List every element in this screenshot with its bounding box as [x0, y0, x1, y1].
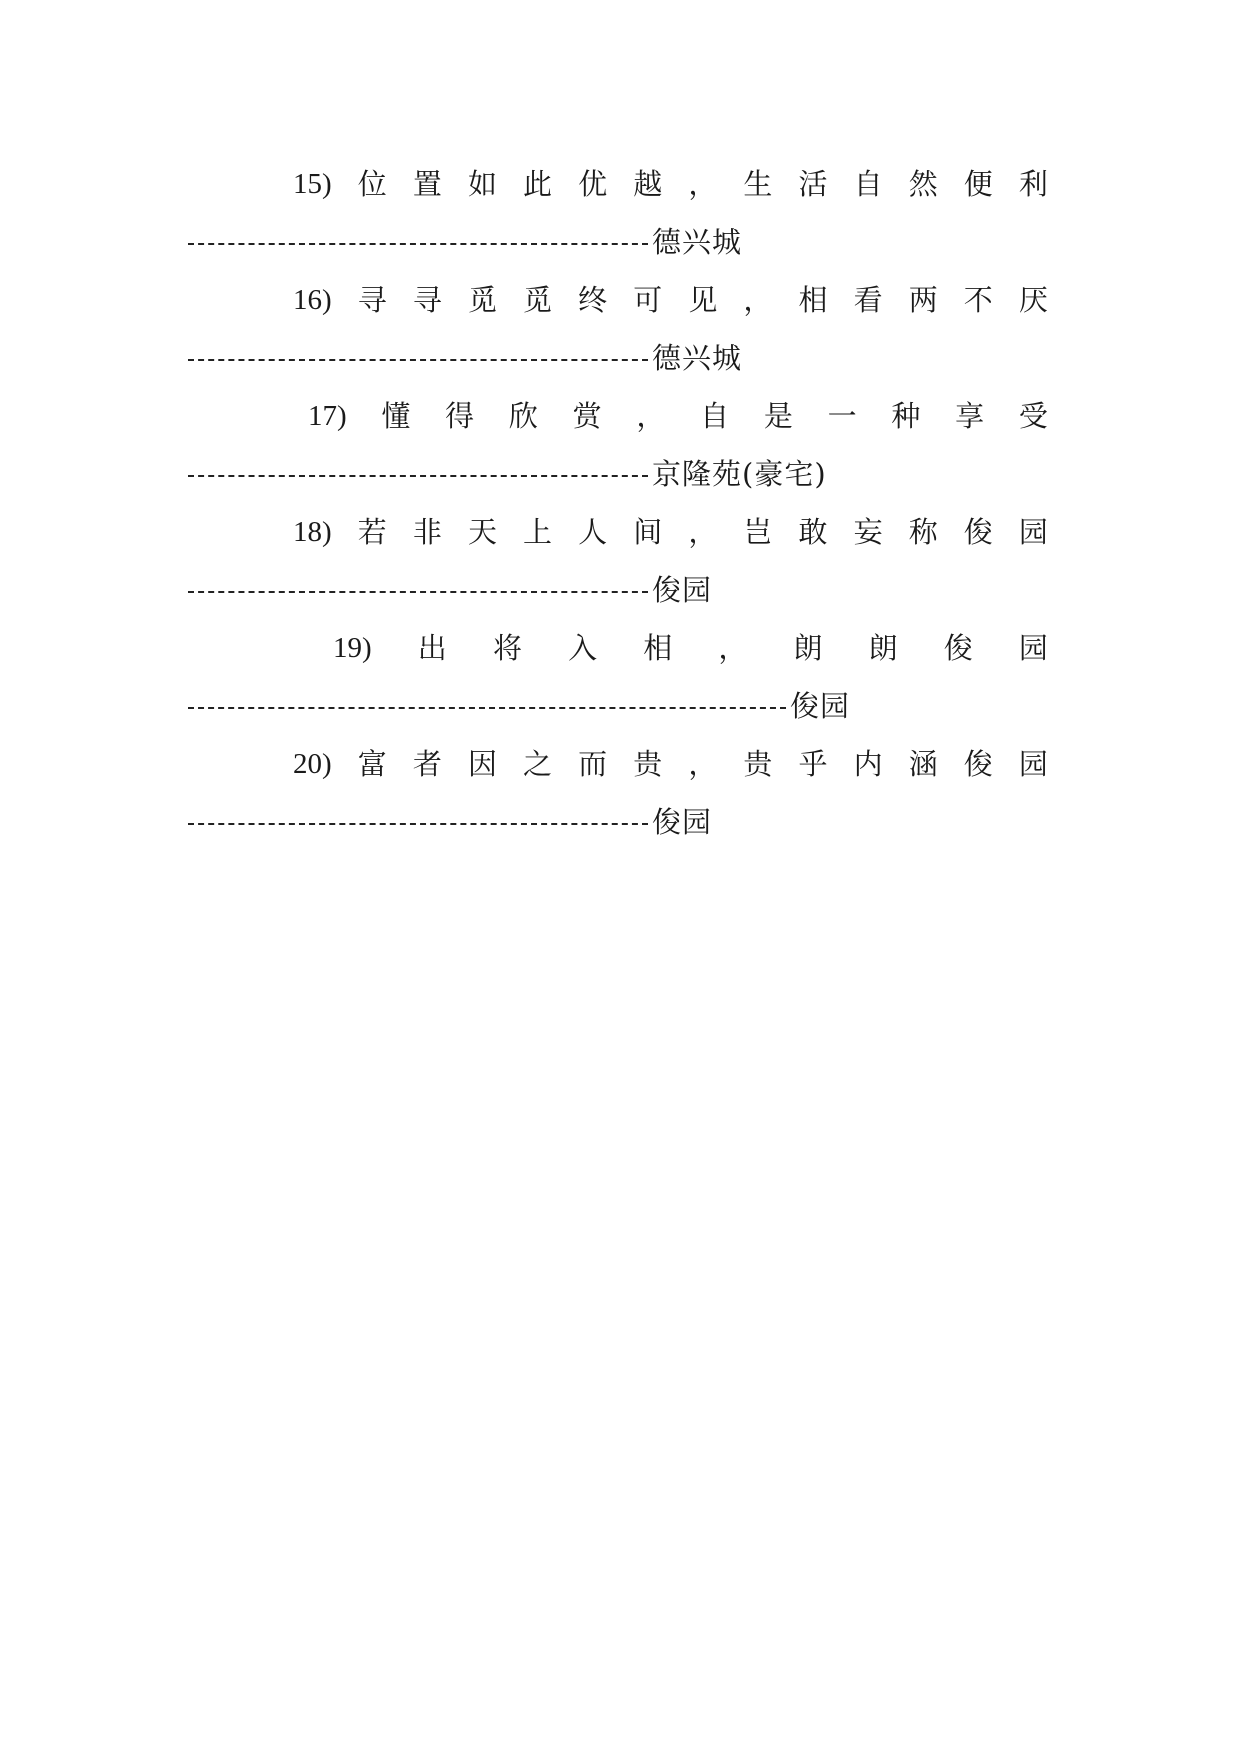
slogan-char: 入 — [568, 631, 598, 665]
slogan-char: 俊 — [963, 515, 993, 549]
entry-number: 19) — [333, 632, 372, 664]
dash-leader — [188, 359, 648, 361]
slogan-char: 不 — [963, 283, 993, 317]
attribution-line — [188, 334, 742, 382]
slogan-char: 非 — [412, 515, 442, 549]
entry-number: 17) — [308, 400, 347, 432]
attribution-source: 德兴城 — [652, 341, 743, 375]
dash-leader — [188, 243, 648, 245]
attribution-source: 俊园 — [652, 805, 713, 839]
slogan-char: 如 — [467, 167, 497, 201]
slogan-char: 自 — [700, 399, 730, 433]
slogan-char: 贵 — [743, 747, 773, 781]
slogan-char: 园 — [1018, 747, 1048, 781]
slogan-char: 置 — [412, 167, 442, 201]
slogan-char: 是 — [763, 399, 793, 433]
slogan-char: 享 — [955, 399, 985, 433]
slogan-char: 可 — [633, 283, 663, 317]
slogan-char: 而 — [578, 747, 608, 781]
entry-number: 15) — [293, 168, 332, 200]
slogan-char: 厌 — [1018, 283, 1048, 317]
slogan-char: 敢 — [798, 515, 828, 549]
slogan-char: 见 — [688, 283, 718, 317]
slogan-char: 间 — [633, 515, 663, 549]
slogan-char: 相 — [798, 283, 828, 317]
attribution-source: 俊园 — [652, 573, 713, 607]
slogan-char: 俊 — [963, 747, 993, 781]
slogan-char: 便 — [963, 167, 993, 201]
entry-number: 16) — [293, 284, 332, 316]
slogan-char: 乎 — [798, 747, 828, 781]
slogan-char: 受 — [1018, 399, 1048, 433]
slogan-char: 涵 — [908, 747, 938, 781]
slogan-char: 之 — [523, 747, 553, 781]
slogan-char: 出 — [417, 631, 447, 665]
slogan-char: 活 — [798, 167, 828, 201]
slogan-char: 觅 — [467, 283, 497, 317]
slogan-char: 相 — [643, 631, 673, 665]
attribution-source: 京隆苑(豪宅) — [652, 457, 827, 491]
slogan-char: 园 — [1018, 515, 1048, 549]
slogan-char: 若 — [357, 515, 387, 549]
slogan-char: ， — [636, 399, 666, 433]
dash-leader — [188, 823, 648, 825]
slogan-char: 朗 — [868, 631, 898, 665]
attribution-line — [188, 566, 712, 614]
slogan-char: 内 — [853, 747, 883, 781]
slogan-char: 觅 — [523, 283, 553, 317]
slogan-char: 然 — [908, 167, 938, 201]
attribution-line — [188, 450, 827, 498]
slogan-char: 天 — [467, 515, 497, 549]
slogan-char: ， — [743, 283, 773, 317]
slogan-char: 赏 — [572, 399, 602, 433]
slogan-char: 园 — [1018, 631, 1048, 665]
slogan-char: 贵 — [633, 747, 663, 781]
slogan-char: 利 — [1018, 167, 1048, 201]
slogan-char: 朗 — [793, 631, 823, 665]
slogan-char: 俊 — [943, 631, 973, 665]
slogan-char: 此 — [523, 167, 553, 201]
slogan-char: 得 — [445, 399, 475, 433]
slogan-char: 两 — [908, 283, 938, 317]
slogan-char: ， — [718, 631, 748, 665]
slogan-line — [293, 160, 1048, 208]
slogan-char: 生 — [743, 167, 773, 201]
slogan-char: 者 — [412, 747, 442, 781]
slogan-char: 看 — [853, 283, 883, 317]
slogan-line — [293, 508, 1048, 556]
slogan-line — [293, 276, 1048, 324]
slogan-char: 懂 — [381, 399, 411, 433]
slogan-char: 将 — [492, 631, 522, 665]
attribution-line — [188, 218, 742, 266]
slogan-char: 种 — [891, 399, 921, 433]
slogan-char: 岂 — [743, 515, 773, 549]
slogan-char: 位 — [357, 167, 387, 201]
slogan-line — [293, 740, 1048, 788]
slogan-char: 称 — [908, 515, 938, 549]
slogan-char: 越 — [633, 167, 663, 201]
slogan-char: ， — [688, 747, 718, 781]
attribution-line — [188, 798, 712, 846]
slogan-char: 寻 — [412, 283, 442, 317]
slogan-line — [333, 624, 1048, 672]
slogan-char: 自 — [853, 167, 883, 201]
dash-leader — [188, 475, 648, 477]
dash-leader — [188, 707, 786, 709]
dash-leader — [188, 591, 648, 593]
slogan-char: 富 — [357, 747, 387, 781]
slogan-char: 欣 — [508, 399, 538, 433]
slogan-char: 优 — [578, 167, 608, 201]
attribution-line — [188, 682, 850, 730]
entry-number: 18) — [293, 516, 332, 548]
attribution-source: 德兴城 — [652, 225, 743, 259]
slogan-char: 上 — [523, 515, 553, 549]
slogan-char: 终 — [578, 283, 608, 317]
slogan-char: 人 — [578, 515, 608, 549]
slogan-char: 一 — [827, 399, 857, 433]
attribution-source: 俊园 — [790, 689, 851, 723]
slogan-line — [308, 392, 1048, 440]
entry-number: 20) — [293, 748, 332, 780]
slogan-char: 寻 — [357, 283, 387, 317]
slogan-char: 因 — [467, 747, 497, 781]
slogan-char: ， — [688, 515, 718, 549]
slogan-char: ， — [688, 167, 718, 201]
slogan-char: 妄 — [853, 515, 883, 549]
